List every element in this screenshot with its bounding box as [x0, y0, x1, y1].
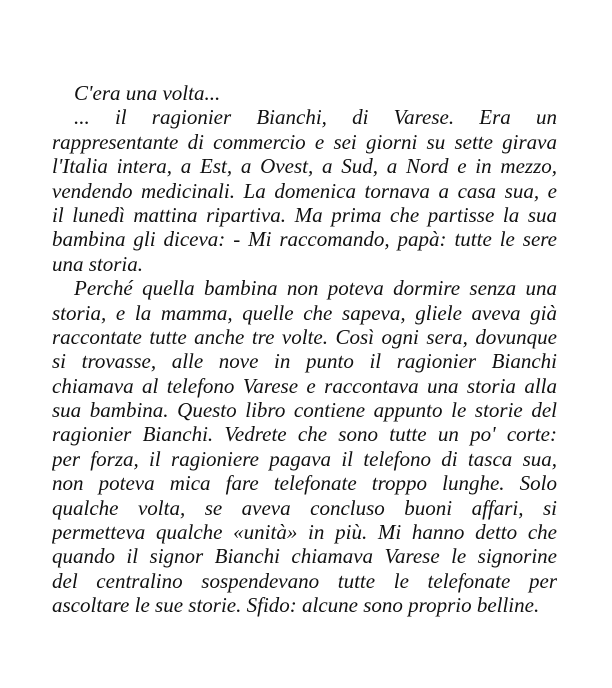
text-line: una storia.	[52, 251, 144, 276]
text-line: bambina gli diceva: - Mi raccomando, papà: tutte le sere	[52, 227, 557, 252]
text-line: ragionier Bianchi. Vedrete che sono tutte un po' corte:	[52, 422, 557, 447]
text-line: storia, e la mamma, quelle che sapeva, gliele aveva già	[52, 300, 557, 325]
text-line: il lunedì mattina ripartiva. Ma prima che partisse la sua	[52, 202, 557, 227]
text-line: Perché quella bambina non poteva dormire senza una	[74, 276, 557, 301]
text-line: permetteva qualche «unità» in più. Mi hanno detto che	[52, 520, 557, 545]
text-line: ... il ragionier Bianchi, di Varese. Era un	[74, 105, 557, 130]
text-line: chiamava al telefono Varese e raccontava una storia alla	[52, 373, 557, 398]
text-line: qualche volta, se aveva concluso buoni affari, si	[52, 495, 557, 520]
text-line: l'Italia intera, a Est, a Ovest, a Sud, a Nord e in mezzo,	[52, 154, 557, 179]
text-line: per forza, il ragioniere pagava il telefono di tasca sua,	[52, 446, 557, 471]
text-line: ascoltare le sue storie. Sfido: alcune sono proprio belline.	[52, 593, 540, 618]
text-line: sua bambina. Questo libro contiene appunto le storie del	[52, 398, 557, 423]
text-line: del centralino sospendevano tutte le telefonate per	[52, 568, 557, 593]
text-line: vendendo medicinali. La domenica tornava a casa sua, e	[52, 178, 557, 203]
text-line: quando il signor Bianchi chiamava Varese le signorine	[52, 544, 557, 569]
text-line: si trovasse, alle nove in punto il ragionier Bianchi	[52, 349, 557, 374]
text-line: non poteva mica fare telefonate troppo lunghe. Solo	[52, 471, 557, 496]
body-text	[52, 81, 557, 618]
text-line: rappresentante di commercio e sei giorni su sette girava	[52, 129, 557, 154]
text-line: raccontate tutte anche tre volte. Così ogni sera, dovunque	[52, 324, 557, 349]
opening-line: C'era una volta...	[74, 81, 221, 105]
